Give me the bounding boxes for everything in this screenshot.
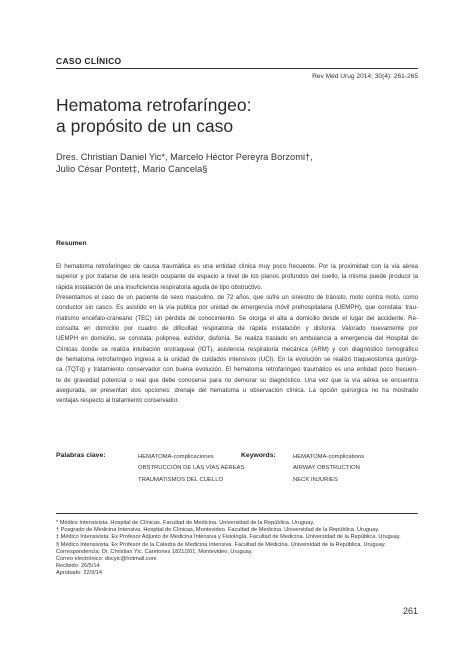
keyword-item: OBSTRUCCIÓN DE LAS VÍAS AÉREAS — [138, 465, 245, 472]
abstract-line: El hematoma retrofaríngeo de causa traumática es una entidad clínica muy poco frecuente. Por la proximidad con la vía aérea — [56, 263, 418, 270]
footnote-line: Aprobado: 22/9/14 — [56, 570, 103, 577]
keywords-en-list — [293, 452, 364, 486]
abstract-body — [56, 262, 418, 407]
abstract-line: de hematoma retrofaríngeo ingresa a la unidad de cuidados intensivos (UCI). En la evolución se realizó traqueostomía quirúrgi- — [56, 356, 418, 364]
abstract-line: matismo encéfalo-craneano (TEC) sin pérdida de conocimiento. Se otorga el alta a domicilio desde el lugar del accidente. Re- — [56, 314, 418, 322]
author-list — [56, 151, 313, 175]
keyword-item: AIRWAY OBSTRUCTION — [293, 465, 360, 472]
author-line: Julio César Pontet‡, Mario Cancela§ — [56, 164, 208, 174]
footnote-line: Correspondencia: Dr. Christian Yic. Caretones 1821/201, Montevideo, Uruguay. — [56, 548, 253, 555]
footnote-line: § Médico Intensivista. Ex Profesor de la Cátedra de Medicina Intensiva. Facultad de Medicina. Universidad de la República. Uruguay. — [56, 541, 386, 548]
footnote-rule — [56, 513, 418, 514]
article-title — [56, 95, 252, 137]
footnote-line: * Médico Intensivista. Hospital de Clínicas. Facultad de Medicina. Universidad de la República. Uruguay. — [56, 520, 315, 526]
abstract-line: consulta en domicilio por cuadro de dificultad respiratoria de rápida instalación y disfonía. Valorado nuevamente por — [56, 325, 418, 333]
title-line: a propósito de un caso — [56, 116, 234, 136]
footnotes — [56, 520, 401, 578]
abstract-line: conductor sin casco. Es asistido en la vía pública por unidad de emergencia móvil prehospitalaria (UEMPH), que constata: trau- — [56, 304, 418, 312]
abstract-line: superior y por tratarse de una lesión ocupante de espacio a nivel de los planos profundos del cuello, la misma puede producir la — [56, 273, 418, 281]
abstract-line: ventajas respecto al tratamiento conservador. — [56, 397, 179, 405]
header-rule — [56, 68, 418, 69]
keyword-item: TRAUMATISMOS DEL CUELLO — [138, 476, 224, 483]
abstract-line: rápida instalación de una insuficiencia respiratoria aguda de tipo obstructivo. — [56, 283, 263, 291]
keywords-en-label: Keywords: — [241, 452, 276, 459]
journal-citation: Rev Méd Urug 2014; 30(4): 261-265 — [312, 73, 418, 80]
title-line: Hematoma retrofaríngeo: — [56, 95, 252, 115]
section-label: CASO CLÍNICO — [56, 56, 122, 66]
footnote-line: ‡ Médico Intensivista. Ex Profesor Adjunto de Medicina Intensiva y Fisiología. Facultad de Medicina. Universidad de la República. Uruguay. — [56, 534, 401, 541]
abstract-line: ca (TQTq) y tratamiento conservador con buena evolución. El hematoma retrofaríngeo traumático es una entidad poco frecuen- — [56, 366, 418, 374]
footnote-line: Recibido: 26/5/14 — [56, 563, 100, 570]
abstract-heading: Resumen — [56, 240, 87, 247]
abstract-line: UEMPH en domicilio, se constata: polipnea, estridor, disfonía. Se realiza traslado en ambulancia a emergencia del Hospital de — [56, 335, 418, 343]
keywords-es-list — [138, 452, 244, 486]
abstract-line: te de gravedad potencial o real que debe conocerse para no demorar su diagnóstico. Una vez que la vía aérea se encuentra — [56, 376, 418, 384]
keyword-item: HEMATOMA-complicaciones — [138, 454, 214, 460]
footnote-line: Correo electrónico: docyic@hotmail.com — [56, 556, 157, 563]
author-line: Dres. Christian Daniel Yic*, Marcelo Héctor Pereyra Borzomi†, — [56, 152, 313, 162]
abstract-line: Clínicas donde se realiza intubación orotraqueal (IOT), asistencia respiratoria mecánica (ARM) y con diagnóstico tomográfico — [56, 345, 418, 353]
keyword-item: NECK INJURIES — [293, 476, 338, 483]
page-number: 261 — [402, 606, 418, 616]
footnote-line: † Posgrado de Medicina Intensiva. Hospital de Clínicas, Montevideo. Facultad de Medicina. Universidad de la República. Uruguay. — [56, 527, 380, 534]
abstract-line: asegurada, se presentan dos opciones: drenaje del hematoma u observación clínica. La opción quirúrgica no ha mostrado — [56, 387, 418, 395]
keywords-es-label: Palabras clave: — [56, 452, 106, 459]
abstract-line: Presentamos el caso de un paciente de sexo masculino, de 72 años, que sufre un siniestro de tránsito, moto contra moto, como — [56, 294, 418, 302]
keyword-item: HEMATOMA-complications — [293, 454, 365, 460]
